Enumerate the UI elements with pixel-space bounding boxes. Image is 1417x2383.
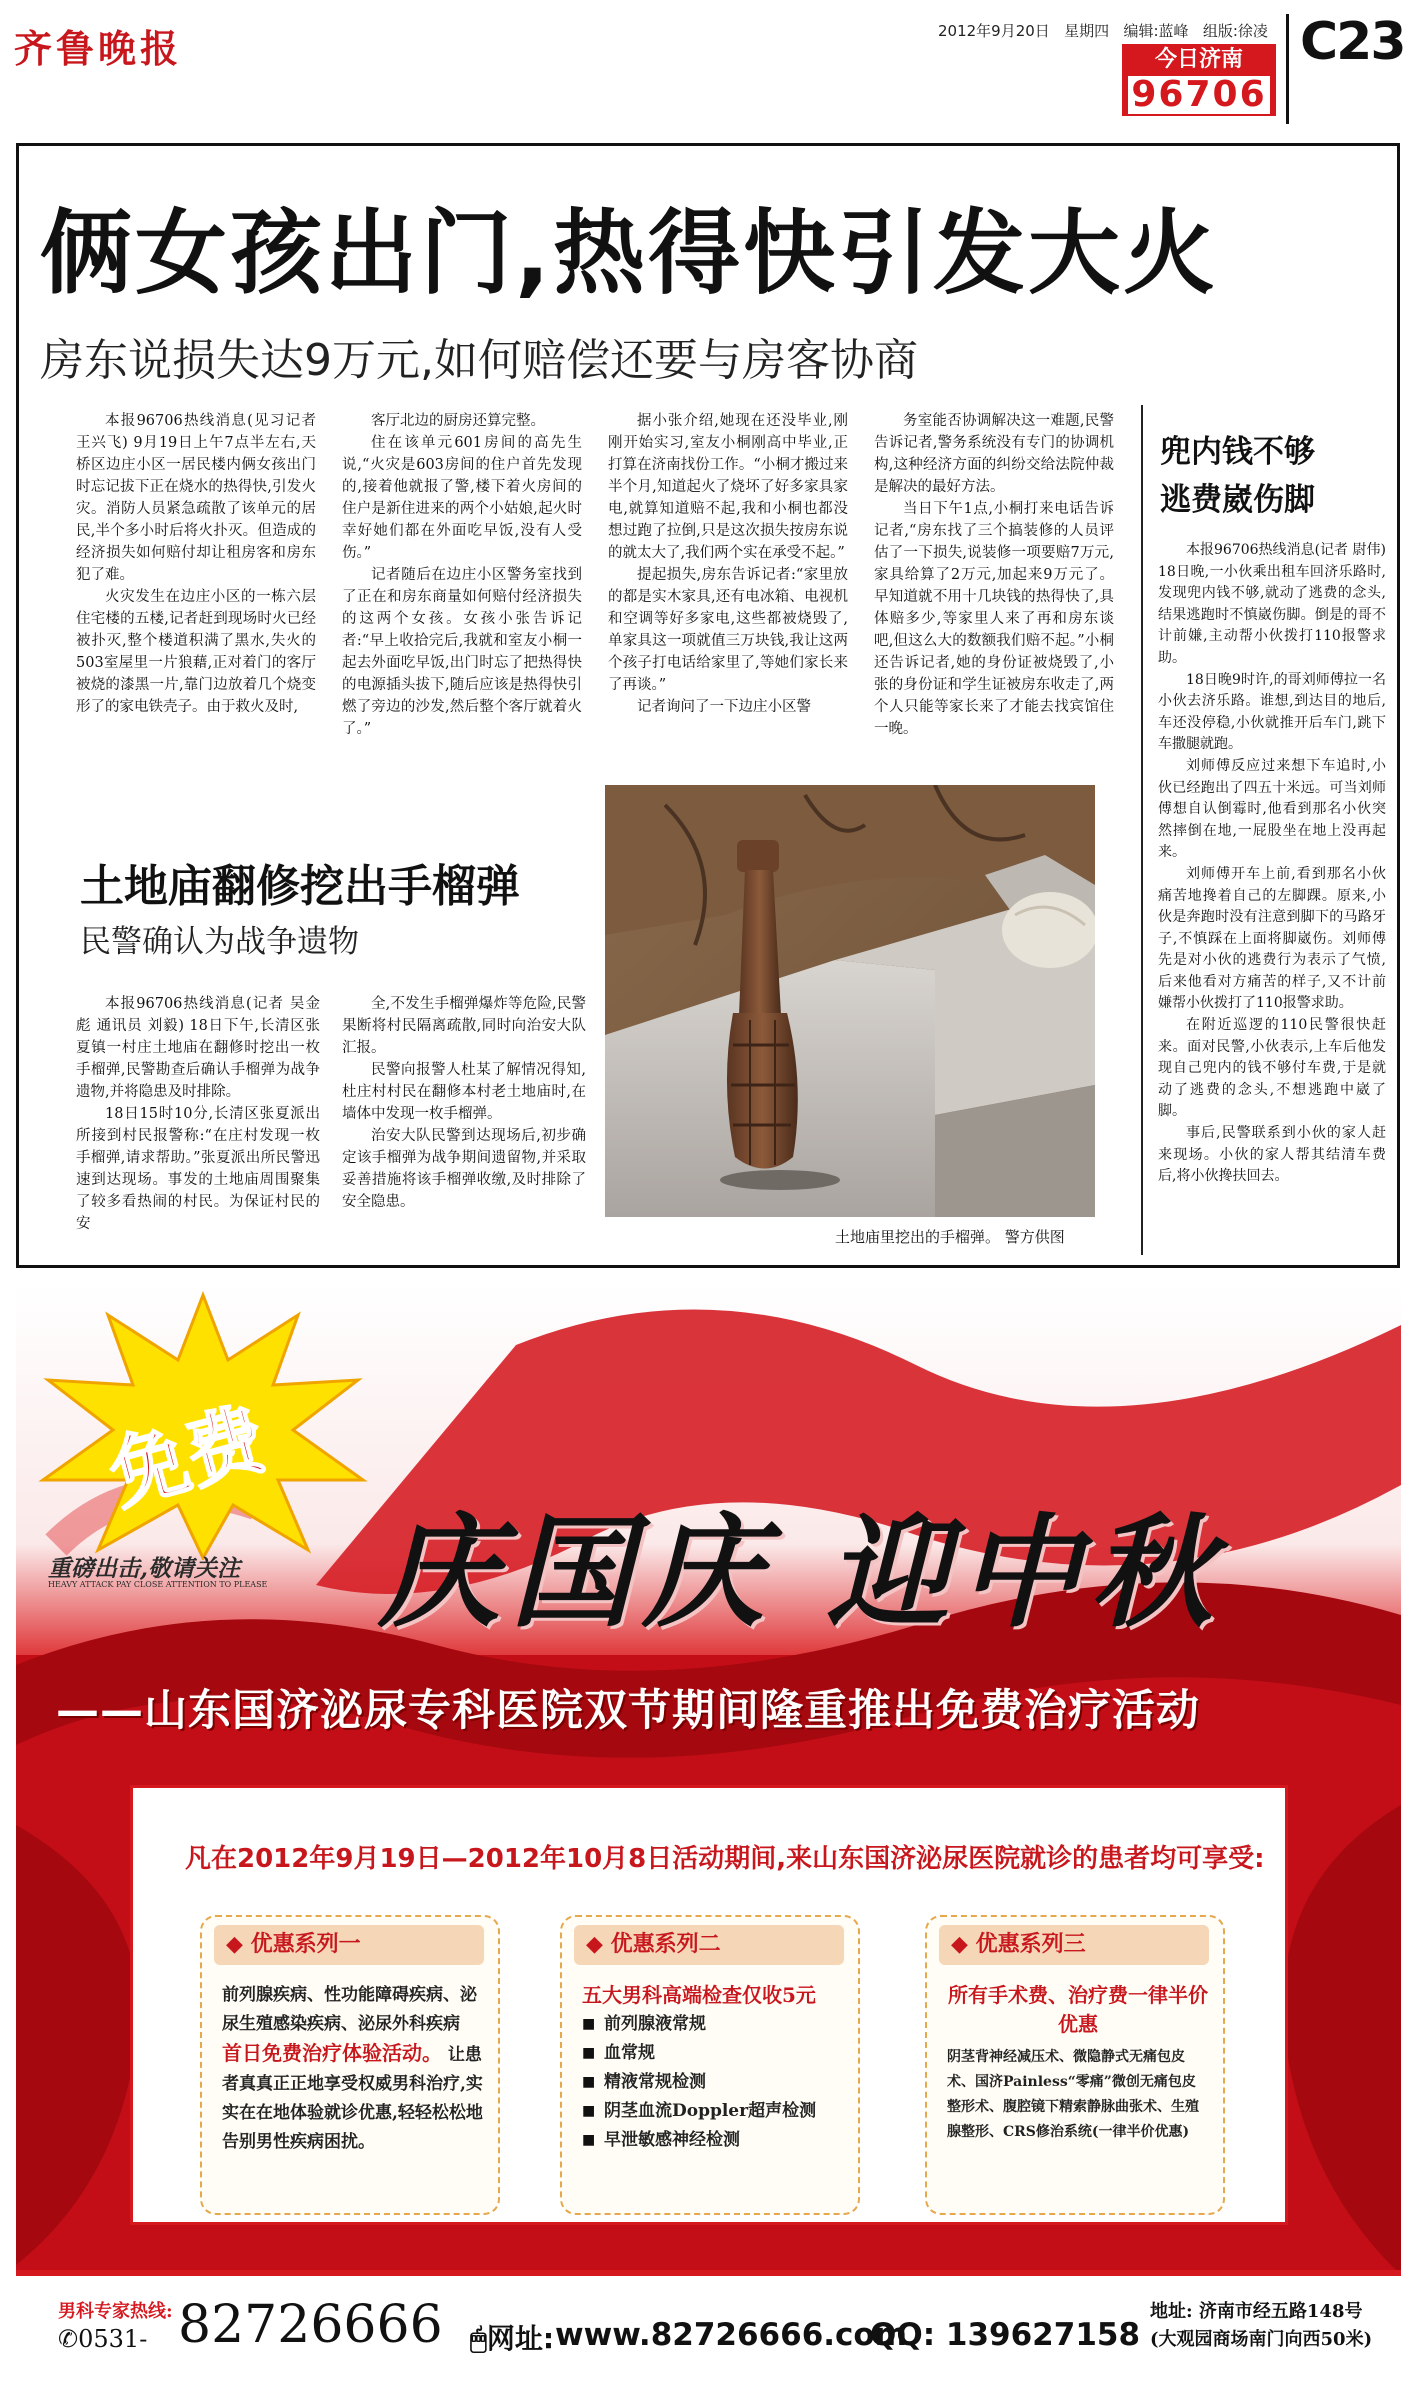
offer-card-2-highlight: 五大男科高端检查仅收5元	[582, 1983, 816, 2007]
footer-web-label: 🖱网址:	[470, 2322, 555, 2355]
footer-address-note: (大观园商场南门向西50米)	[1150, 2329, 1373, 2350]
list-item: ■ 早泄敏感神经检测	[582, 2126, 844, 2155]
paragraph: 18日15时10分,长清区张夏派出所接到村民报警称:“在庄村发现一枚手榴弹,请求帮助。”张夏派出所民警迅速到达现场。事发的土地庙周围聚集了较多看热闹的村民。为保证村民的安	[76, 1106, 320, 1232]
grenade-photo	[605, 785, 1095, 1217]
paragraph: 提起损失,房东告诉记者:“家里放的都是实木家具,还有电冰箱、电视机和空调等好多家电,这些都被烧毁了,单家具这一项就值三万块钱,我让这两个孩子打电话给家里了,等她们家长来了再谈。”	[608, 567, 848, 693]
paragraph: 据小张介绍,她现在还没毕业,刚刚开始实习,室友小桐刚高中毕业,正打算在济南找份工作。“小桐才搬过来半个月,知道起火了烧坏了好多家具家电,就算知道赔不起,我和小桐也都没想过跑了拉倒,只是这次损失按房东说的就太大了,我们两个实在承受不起。”	[608, 413, 848, 561]
offer-card-1-highlight: 首日免费治疗体验活动。	[222, 2041, 442, 2065]
offer-card-3-body	[947, 1981, 1209, 2145]
paragraph: 治安大队民警到达现场后,初步确定该手榴弹为战争期间遗留物,并采取妥善措施将该手榴弹收缴,及时排除了安全隐患。	[342, 1128, 586, 1210]
sidebar-divider	[1141, 405, 1143, 1255]
paragraph: 民警向报警人杜某了解情况得知,杜庄村村民在翻修本村老土地庙时,在墙体中发现一枚手榴弹。	[342, 1062, 586, 1122]
offer-card-1-tab: ◆ 优惠系列一	[214, 1925, 484, 1965]
paragraph: 本报96706热线消息(见习记者 王兴飞) 9月19日上午7点半左右,天桥区边庄小区一居民楼内俩女孩出门时忘记拔下正在烧水的热得快,引发火灾。消防人员紧急疏散了该单元的居民,半个多小时后将火扑灭。但造成的经济损失如何赔付却让租房客和房东犯了难。	[76, 413, 316, 583]
offer-card-2	[560, 1915, 860, 2215]
offer-intro: 凡在2012年9月19日—2012年10月8日活动期间,来山东国济泌尿医院就诊的患者均可享受:	[185, 1844, 1265, 1874]
paragraph: 刘师傅反应过来想下车追时,小伙已经跑出了四五十米远。可当刘师傅想自认倒霉时,他看到那名小伙突然摔倒在地,一屁股坐在地上没再起来。	[1158, 757, 1386, 861]
paragraph: 火灾发生在边庄小区的一栋六层住宅楼的五楼,记者赶到现场时火已经被扑灭,整个楼道积满了黑水,失火的503室屋里一片狼藉,正对着门的客厅被烧的漆黑一片,靠门边放着几个烧变形了的家电铁壳子。由于救火及时,	[76, 589, 316, 715]
section-hotline-box	[1122, 44, 1276, 116]
offer-card-2-list	[582, 2010, 844, 2155]
paragraph: 本报96706热线消息(记者 尉伟) 18日晚,一小伙乘出租车回济乐路时,发现兜内钱不够,就动了逃费的念头,结果逃跑时不慎崴伤脚。倒是的哥不计前嫌,主动帮小伙拨打110报警求助。	[1158, 542, 1386, 666]
mouse-icon: 🖱	[470, 2322, 487, 2355]
list-item: ■ 前列腺液常规	[582, 2010, 844, 2039]
paragraph: 全,不发生手榴弹爆炸等危险,民警果断将村民隔离疏散,同时向治安大队汇报。	[342, 996, 586, 1056]
offer-card-2-body	[582, 1981, 844, 2155]
offer-card-1-body	[222, 1981, 484, 2157]
offer-card-3-highlight: 所有手术费、治疗费一律半价优惠	[948, 1983, 1208, 2036]
ad-tagline: 重磅出击,敬请关注	[48, 1555, 241, 1582]
paragraph: 事后,民警联系到小伙的家人赶来现场。小伙的家人帮其结清车费后,将小伙搀扶回去。	[1158, 1125, 1386, 1185]
paragraph: 记者询问了一下边庄小区警	[637, 699, 811, 715]
date: 2012年9月20日	[938, 22, 1050, 40]
story2-headline: 土地庙翻修挖出手榴弹	[80, 861, 520, 912]
layout-editor: 组版:徐凌	[1202, 22, 1268, 40]
paragraph: 18日晚9时许,的哥刘师傅拉一名小伙去济乐路。谁想,到达目的地后,车还没停稳,小伙就推开后车门,跳下车撒腿就跑。	[1158, 671, 1386, 753]
paragraph: 当日下午1点,小桐打来电话告诉记者,“房东找了三个搞装修的人员评估了一下损失,说装修一项要赔7万元,家具给算了2万元,加起来9万元了。早知道就不用十几块钱的热得快了,具体赔多少,等家里人来了再和房东谈吧,但这么大的数额我们赔不起。”小桐还告诉记者,她的身份证被烧毁了,小张的身份证和学生证被房东收走了,两个人只能等家长来了才能去找宾馆住一晚。	[874, 501, 1114, 737]
paragraph: 客厅北边的厨房还算完整。	[371, 413, 545, 429]
paragraph: 记者随后在边庄小区警务室找到了正在和房东商量如何赔付经济损失的这两个女孩。女孩小张告诉记者:“早上收拾完后,我就和室友小桐一起去外面吃早饭,出门时忘了把热得快的电源插头拔下,随后应该是热得快引燃了旁边的沙发,然后整个客厅就着火了。”	[342, 567, 582, 737]
section-name: 今日济南	[1154, 47, 1243, 72]
dateline	[938, 20, 1268, 41]
photo-caption: 土地庙里挖出的手榴弹。 警方供图	[835, 1228, 1065, 1246]
story1-column-2	[342, 410, 582, 770]
story1-column-4	[874, 410, 1114, 770]
story2-column-1	[76, 993, 320, 1243]
footer-website: www.82726666.com	[555, 2317, 908, 2353]
footer-hotline-label: 男科专家热线:	[58, 2301, 173, 2322]
ad-big-slogan: 庆国庆 迎中秋	[378, 1500, 1223, 1644]
paragraph: 住在该单元601房间的高先生说,“火灾是603房间的住户首先发现的,接着他就报了警,楼下着火房间的住户是新住进来的两个小姑娘,起火时幸好她们都在外面吃早饭,没有人受伤。”	[342, 435, 582, 561]
sidebar-body	[1158, 540, 1386, 1245]
weekday: 星期四	[1064, 22, 1110, 40]
list-item: ■ 血常规	[582, 2039, 844, 2068]
story1-column-3	[608, 410, 848, 770]
grenade-photo-image	[605, 785, 1095, 1217]
footer-phone-prefix: ✆0531-	[58, 2325, 148, 2353]
footer-qq: QQ: 139627158	[870, 2317, 1141, 2353]
sidebar-headline	[1160, 428, 1315, 524]
paragraph: 刘师傅开车上前,看到那名小伙痛苦地搀着自己的左脚踝。原来,小伙是奔跑时没有注意到脚下的马路牙子,不慎踩在上面将脚崴伤。刘师傅先是对小伙的逃费行为表示了气愤,后来他看对方痛苦的样子,又不计前嫌帮小伙拨打了110报警求助。	[1158, 865, 1386, 1012]
ad-footer-bar	[16, 2270, 1401, 2276]
editor: 编辑:蓝峰	[1123, 22, 1189, 40]
offer-card-1-text-b: 让患者真真正正地享受权威男科治疗,实实在在地体验就诊优惠,轻轻松松地告别男性疾病困扰。	[222, 2045, 483, 2152]
paragraph: 本报96706热线消息(记者 吴金彪 通讯员 刘毅) 18日下午,长清区张夏镇一村庄土地庙在翻修时挖出一枚手榴弹,民警勘查后确认手榴弹为战争遗物,并将隐患及时排除。	[76, 996, 320, 1100]
hotline-number: 96706	[1128, 76, 1270, 114]
ad-tagline-en: HEAVY ATTACK PAY CLOSE ATTENTION TO PLEASE	[48, 1580, 268, 1589]
header-divider	[1286, 14, 1289, 124]
ad-subtitle: ——山东国济泌尿专科医院双节期间隆重推出免费治疗活动	[56, 1686, 1200, 1736]
paragraph: 在附近巡逻的110民警很快赶来。面对民警,小伙表示,上车后他发现自己兜内的钱不够付车费,于是就动了逃费的念头,不想逃跑中崴了脚。	[1158, 1017, 1386, 1120]
offer-card-2-tab: ◆ 优惠系列二	[574, 1925, 844, 1965]
footer-address: 地址: 济南市经五路148号	[1150, 2301, 1363, 2322]
story1-headline: 俩女孩出门,热得快引发大火	[40, 200, 1218, 307]
free-label: 免费	[100, 1394, 275, 1522]
list-item: ■ 阴茎血流Doppler超声检测	[582, 2097, 844, 2126]
offer-card-1-text-a: 前列腺疾病、性功能障碍疾病、泌尿生殖感染疾病、泌尿外科疾病	[222, 1985, 477, 2034]
masthead: 齐鲁晚报	[14, 27, 183, 71]
paragraph: 务室能否协调解决这一难题,民警告诉记者,警务系统没有专门的协调机构,这种经济方面的纠纷交给法院仲裁是解决的最好方法。	[874, 413, 1114, 495]
story2-column-2	[342, 993, 586, 1243]
story2-subheadline: 民警确认为战争遗物	[80, 924, 359, 960]
offer-card-1	[200, 1915, 500, 2215]
offer-card-3-text: 阴茎背神经减压术、微隐静式无痛包皮术、国济Painless“零痛”微创无痛包皮整形术、腹腔镜下精索静脉曲张术、生殖腺整形、CRS修治系统(一律半价优惠)	[947, 2049, 1199, 2140]
page-number: C23	[1300, 12, 1405, 72]
sidebar-headline-line1: 兜内钱不够	[1160, 434, 1315, 470]
footer-phone: 82726666	[178, 2295, 443, 2355]
sidebar-headline-line2: 逃费崴伤脚	[1160, 482, 1315, 518]
offer-card-3-tab: ◆ 优惠系列三	[939, 1925, 1209, 1965]
story1-column-1	[76, 410, 316, 770]
offer-card-3	[925, 1915, 1225, 2215]
list-item: ■ 精液常规检测	[582, 2068, 844, 2097]
story1-subheadline: 房东说损失达9万元,如何赔偿还要与房客协商	[40, 335, 918, 386]
phone-icon: ✆	[58, 2325, 79, 2353]
